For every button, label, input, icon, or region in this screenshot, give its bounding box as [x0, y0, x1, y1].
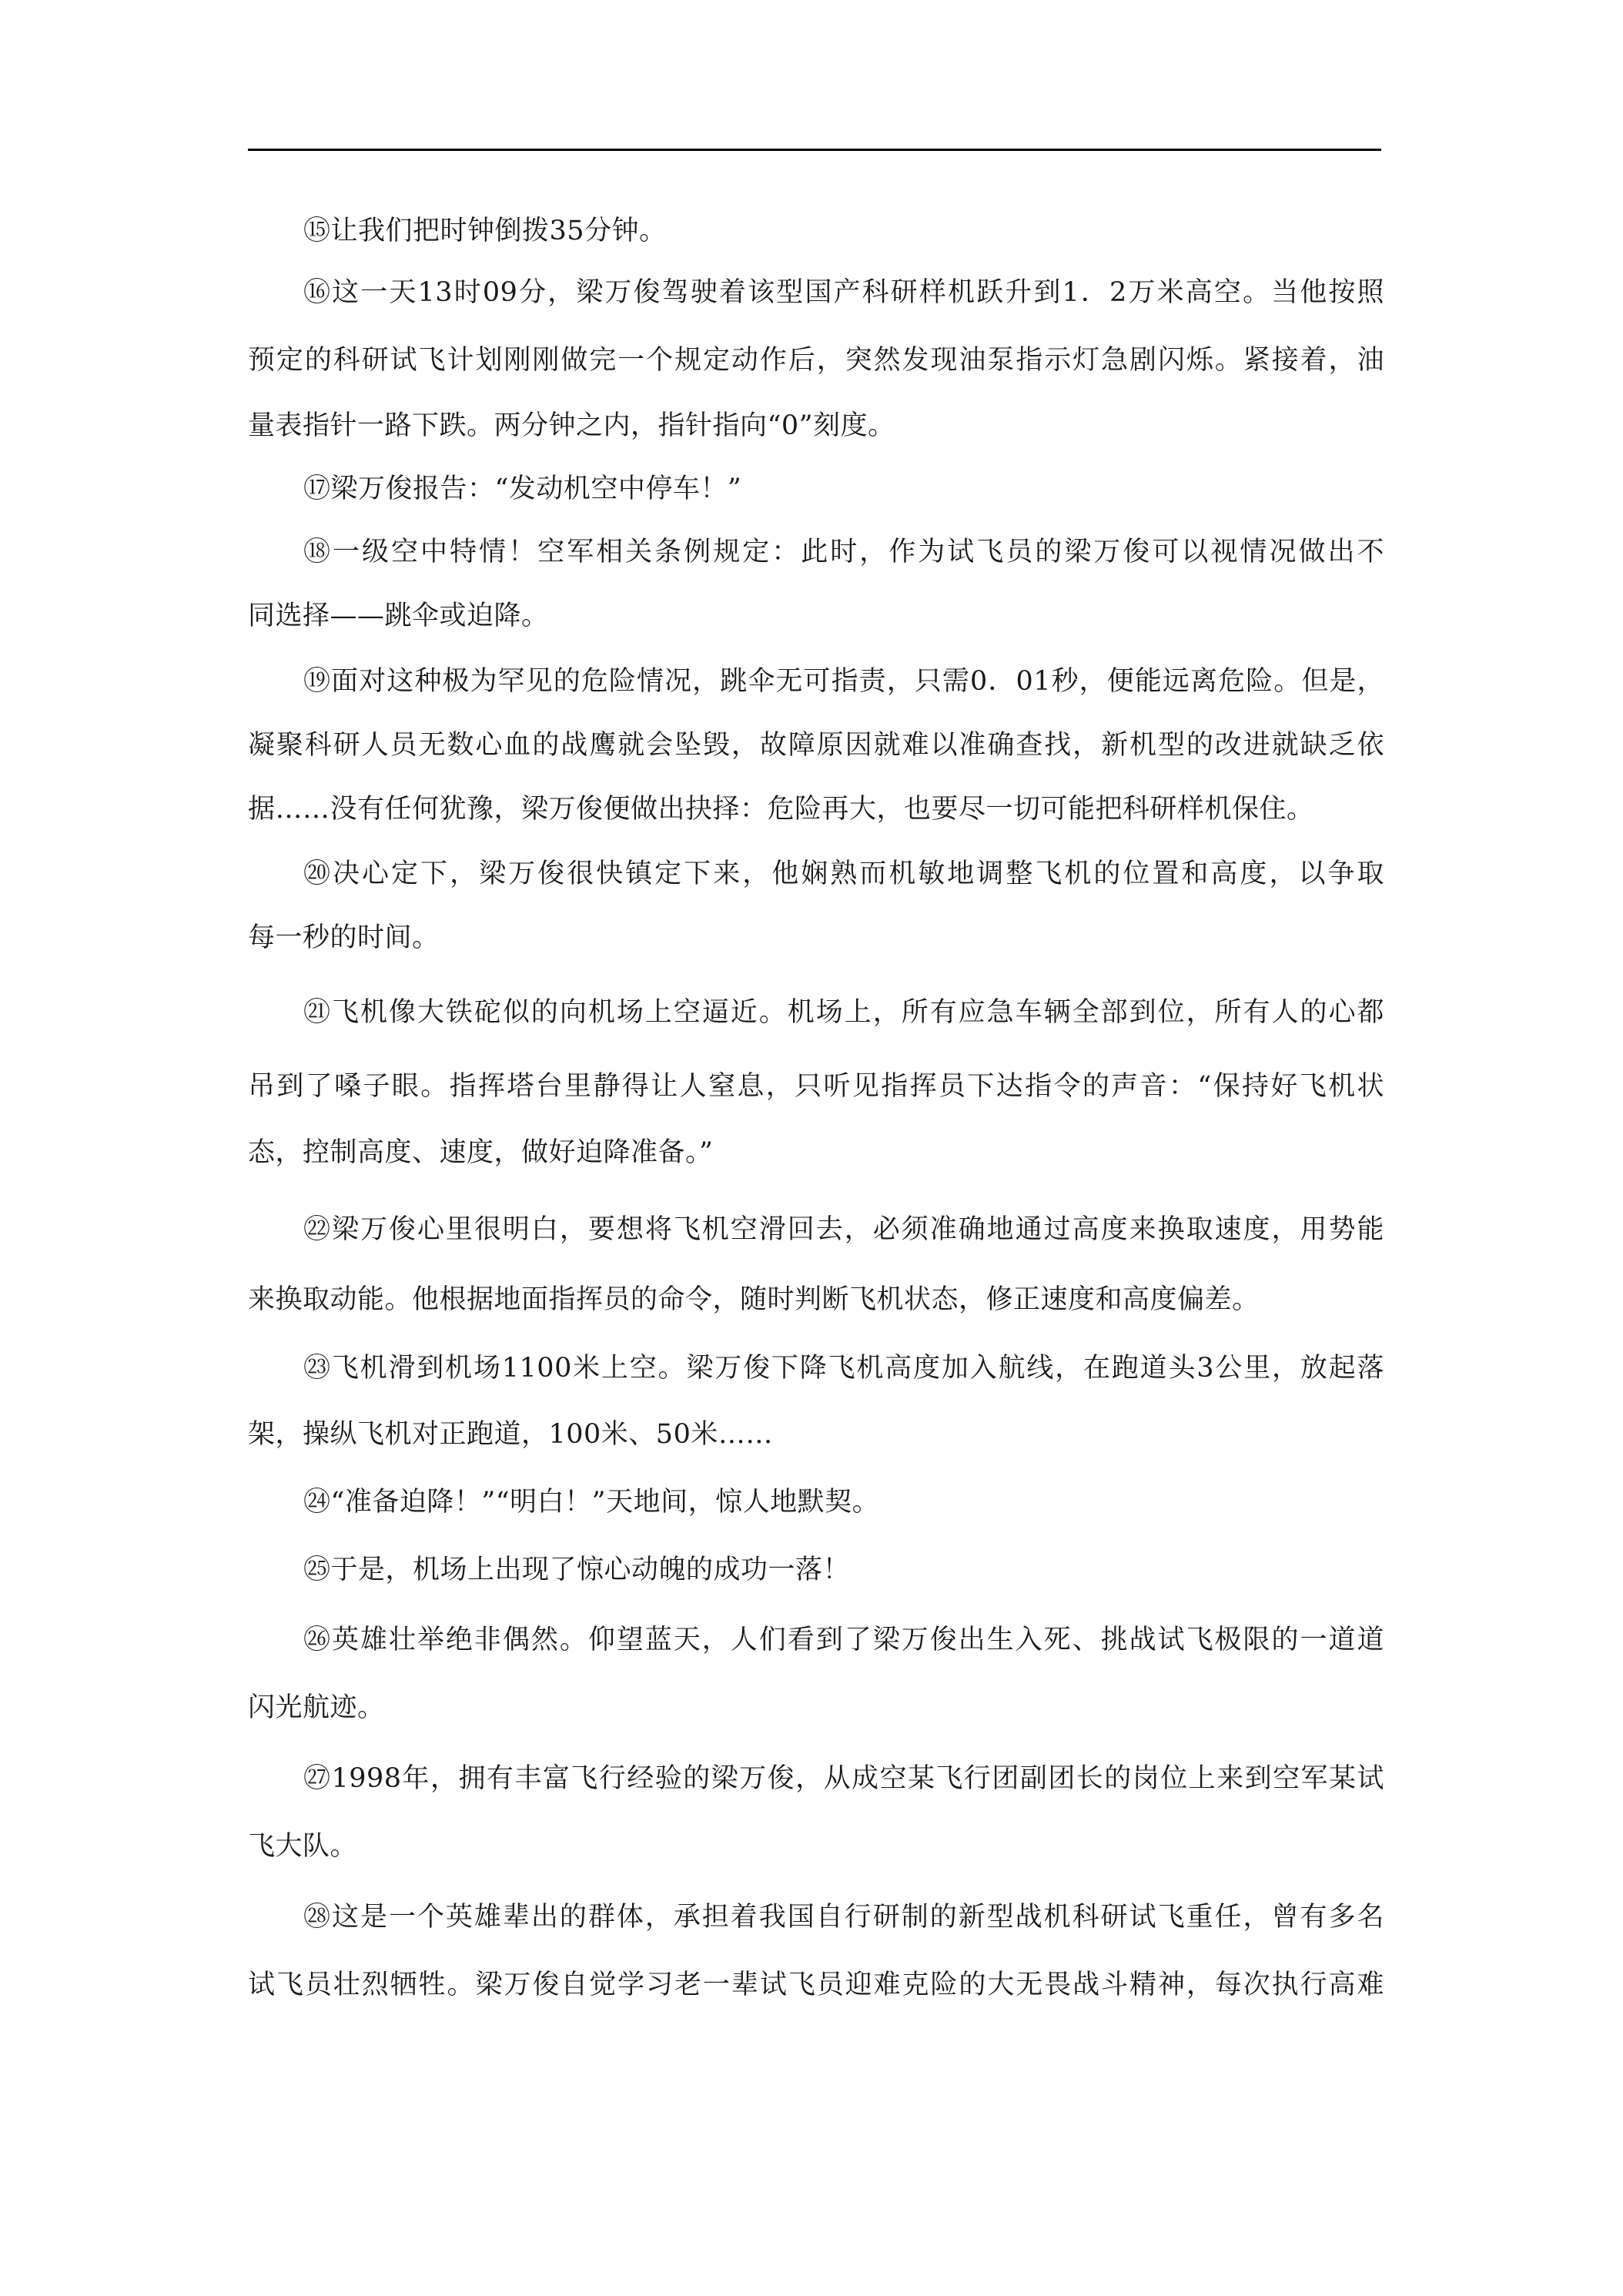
- text-line: 凝聚科研人员无数心血的战鹰就会坠毁，故障原因就难以准确查找，新机型的改进就缺乏依: [248, 730, 1384, 761]
- text-line: ⑮让我们把时钟倒拨35分钟。: [303, 216, 667, 246]
- text-line: ㉗1998年，拥有丰富飞行经验的梁万俊，从成空某飞行团副团长的岗位上来到空军某试: [303, 1763, 1384, 1794]
- text-line: ㉒梁万俊心里很明白，要想将飞机空滑回去，必须准确地通过高度来换取速度，用势能: [303, 1214, 1384, 1245]
- article-body: [248, 0, 1384, 2296]
- text-line: ㉓飞机滑到机场1100米上空。梁万俊下降飞机高度加入航线，在跑道头3公里，放起落: [303, 1353, 1384, 1384]
- text-line: 预定的科研试飞计划刚刚做完一个规定动作后，突然发现油泵指示灯急剧闪烁。紧接着，油: [248, 345, 1384, 376]
- text-line: 试飞员壮烈牺牲。梁万俊自觉学习老一辈试飞员迎难克险的大无畏战斗精神，每次执行高难: [248, 1970, 1384, 2000]
- text-line: ㉑飞机像大铁砣似的向机场上空逼近。机场上，所有应急车辆全部到位，所有人的心都: [303, 997, 1384, 1028]
- text-line: ㉖英雄壮举绝非偶然。仰望蓝天，人们看到了梁万俊出生入死、挑战试飞极限的一道道: [303, 1625, 1384, 1655]
- text-line: 闪光航迹。: [248, 1692, 385, 1723]
- text-line: ⑳决心定下，梁万俊很快镇定下来，他娴熟而机敏地调整飞机的位置和高度，以争取: [303, 858, 1384, 889]
- text-line: ㉘这是一个英雄辈出的群体，承担着我国自行研制的新型战机科研试飞重任，曾有多名: [303, 1902, 1384, 1933]
- text-line: 量表指针一路下跌。两分钟之内，指针指向“0”刻度。: [248, 410, 895, 441]
- text-line: 每一秒的时间。: [248, 922, 440, 953]
- text-line: ⑯这一天13时09分，梁万俊驾驶着该型国产科研样机跃升到1．2万米高空。当他按照: [303, 277, 1384, 308]
- text-line: 飞大队。: [248, 1831, 358, 1862]
- text-line: 据……没有任何犹豫，梁万俊便做出抉择：危险再大，也要尽一切可能把科研样机保住。: [248, 794, 1314, 825]
- text-line: ⑱一级空中特情！空军相关条例规定：此时，作为试飞员的梁万俊可以视情况做出不: [303, 537, 1384, 567]
- text-line: ㉔“准备迫降！”“明白！”天地间，惊人地默契。: [303, 1487, 880, 1518]
- text-line: 来换取动能。他根据地面指挥员的命令，随时判断飞机状态，修正速度和高度偏差。: [248, 1284, 1260, 1315]
- text-line: ⑰梁万俊报告：“发动机空中停车！”: [303, 474, 742, 504]
- text-line: ㉕于是，机场上出现了惊心动魄的成功一落！: [303, 1555, 851, 1585]
- text-line: 同选择——跳伞或迫降。: [248, 601, 549, 631]
- text-line: 态，控制高度、速度，做好迫降准备。”: [248, 1137, 714, 1168]
- text-line: ⑲面对这种极为罕见的危险情况，跳伞无可指责，只需0．01秒，便能远离危险。但是，: [303, 666, 1384, 697]
- text-line: 架，操纵飞机对正跑道，100米、50米……: [248, 1419, 773, 1450]
- text-line: 吊到了嗓子眼。指挥塔台里静得让人窒息，只听见指挥员下达指令的声音：“保持好飞机状: [248, 1071, 1384, 1102]
